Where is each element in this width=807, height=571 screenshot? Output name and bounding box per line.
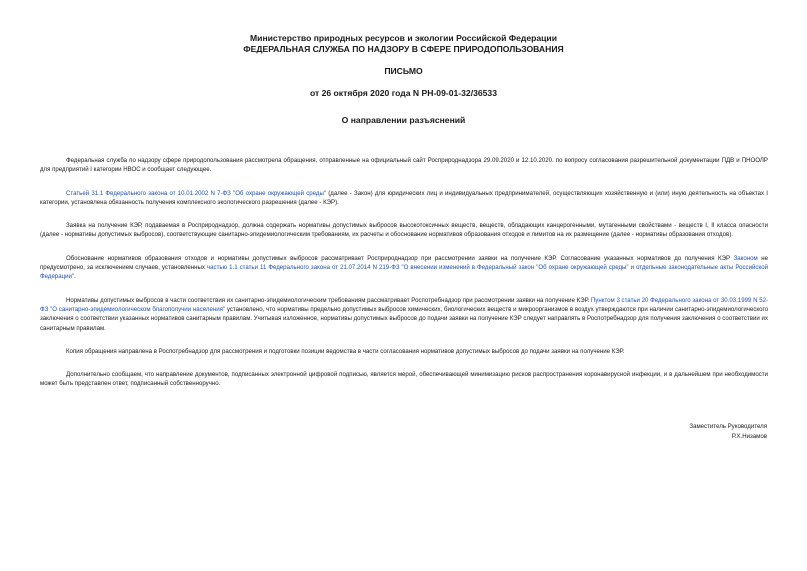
paragraph-4-text-a: Обоснование нормативов образования отходов и нормативы допустимых выбросов рассматривает Росприроднадзор при рассмотрении заявки на получение КЭР. Согласование указанных нормативов до получения КЭР [66,254,734,262]
paragraph-2 [40,189,768,208]
document-date-number: от 26 октября 2020 года N РН-09-01-32/36533 [309,88,497,98]
paragraph-5-text-b: установлено, что нормативы предельно допустимых выбросов химических, биологических веществ и микроорганизмов в воздух утверждаются при наличии санитарно-эпидемиологического заключения о соответствии указанных нормативов санитарным правилам. Учитывая изложенное, нормативы допустимых выбросов до подачи заявки на получение КЭР следует направлять в Роспотребнадзор для получения заключения о соответствии их санитарным правилам. [40,305,769,332]
signatory-position: Заместитель Руководителя [689,423,767,430]
law-link-zakon[interactable]: Законом [733,254,758,262]
law-link-219-fz[interactable]: частью 1.1 статьи 11 Федерального закона от 21.07.2014 N 219-ФЗ "О внесении изменений в Федеральный закон "Об охране окружающей среды" и отдельные законодательные акты Российской Федерации" [40,264,768,281]
letter-body [40,156,768,403]
paragraph-7: Дополнительно сообщаем, что направление документов, подписанных электронной цифровой подписью, является мерой, обеспечивающей минимизацию рисков распространения коронавирусной инфекции, и в дальнейшем при необходимости может быть представлен ответ, подписанный собственноручно. [40,371,768,388]
document-subject: О направлении разъяснений [341,115,466,125]
paragraph-1: Федеральная служба по надзору сфере природопользования рассмотрела обращения, отправленные на официальный сайт Росприроднадзора 29.09.2020 и 12.10.2020. по вопросу согласования разрешительной документации ПДВ и ПНООЛР для предприятий I категории НВОС и сообщает следующее. [40,157,768,174]
paragraph-3: Заявка на получение КЭР, подаваемая в Росприроднадзор, должна содержать нормативы допустимых выбросов высокотоксичных веществ, веществ, обладающих канцерогенными, мутагенными свойствами - веществ I, II класса опасности (далее - нормативы допустимых выбросов), соответствующие санитарно-эпидемиологическим требованиям, их расчеты и обоснование нормативов образования отходов и лимитов на их размещение (далее - нормативы образования отходов). [40,222,768,239]
signatory-name: Р.Х.Низамов [731,433,767,440]
paragraph-4 [40,254,768,282]
ministry-title: Министерство природных ресурсов и экологии Российской Федерации [250,33,557,43]
paragraph-5-text-a: Нормативы допустимых выбросов в части соответствия их санитарно-эпидемиологическим требованиям рассматривает Роспотребнадзор при рассмотрении заявки на получение КЭР. [66,296,591,304]
document-type: ПИСЬМО [384,66,423,76]
signature-block [689,422,767,442]
paragraph-4-text-b: не предусмотрено, за исключением случаев, установленных [40,254,768,272]
paragraph-6: Копия обращения направлена в Роспотребнадзор для рассмотрения и подготовки позиции ведомства в части согласования нормативов допустимых выбросов до подачи заявки на получение КЭР. [66,347,625,355]
service-title: ФЕДЕРАЛЬНАЯ СЛУЖБА ПО НАДЗОРУ В СФЕРЕ ПРИРОДОПОЛЬЗОВАНИЯ [243,44,564,54]
paragraph-4-text-c: . [74,273,76,281]
paragraph-5 [40,296,768,333]
paragraph-2-text: (далее - Закон) для юридических лиц и индивидуальных предпринимателей, осуществляющих хозяйственную и (или) иную деятельность на объектах I категории, установлена обязанность получения комплексного экологического разрешения (далее - КЭР). [40,189,768,206]
law-link-31-1[interactable]: Статьей 31.1 Федерального закона от 10.01.2002 N 7-ФЗ "Об охране окружающей среды" [66,189,327,197]
law-link-52-fz[interactable]: Пунктом 3 статьи 20 Федерального закона от 30.03.1999 N 52-ФЗ "О санитарно-эпидемиологическом благополучии населения" [40,296,769,313]
